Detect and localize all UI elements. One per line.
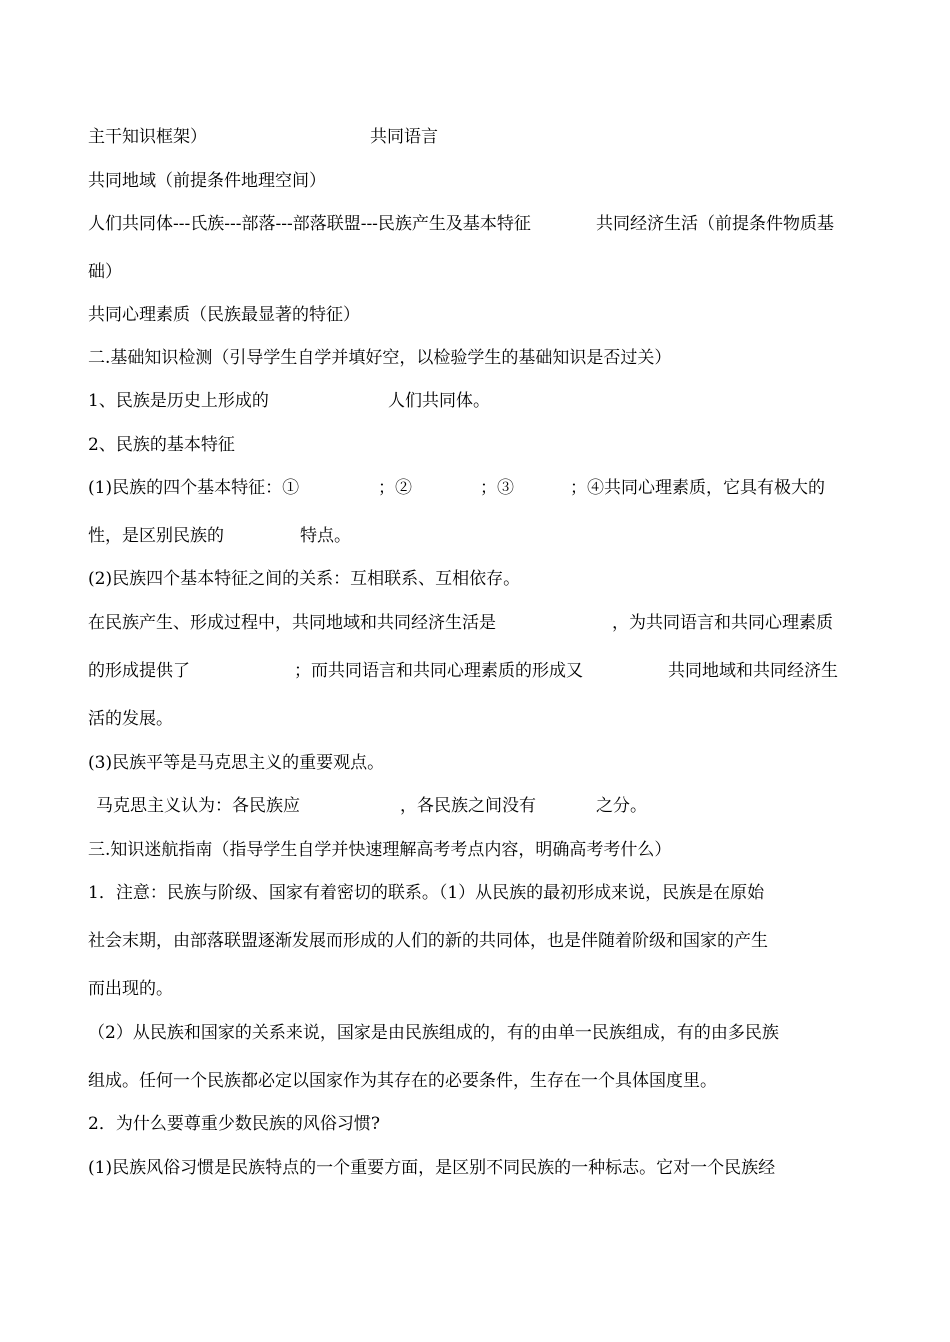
section3-point-2-title: 2．为什么要尊重少数民族的风俗习惯? xyxy=(88,1114,380,1134)
section3-point-1-line-3: 而出现的。 xyxy=(88,979,173,999)
question-2-2-para-2-c: 共同地域和共同经济生 xyxy=(668,661,838,681)
question-2-3-text-b: ，各民族之间没有 xyxy=(400,796,536,816)
question-1-text-b: 人们共同体。 xyxy=(388,391,490,411)
question-2-3-text-c: 之分。 xyxy=(596,796,647,816)
question-2-2-para-3: 活的发展。 xyxy=(88,709,173,729)
question-2-heading: 2、民族的基本特征 xyxy=(88,435,235,455)
question-2-1-text-f: 特点。 xyxy=(300,526,351,546)
framework-common-region: 共同地域（前提条件地理空间） xyxy=(88,171,326,191)
framework-common-economy: 共同经济生活（前提条件物质基 xyxy=(596,214,834,234)
question-2-1-text-c: ；③ xyxy=(480,478,514,498)
question-2-2-para-1-b: ，为共同语言和共同心理素质 xyxy=(612,613,833,633)
question-2-2: (2)民族四个基本特征之间的关系：互相联系、互相依存。 xyxy=(88,569,521,589)
framework-heading: 主干知识框架） xyxy=(88,127,207,147)
question-2-3: (3)民族平等是马克思主义的重要观点。 xyxy=(88,753,385,773)
question-2-1-text-d: ；④共同心理素质，它具有极大的 xyxy=(570,478,825,498)
section3-point-1-para-2-line-1: （2）从民族和国家的关系来说，国家是由民族组成的，有的由单一民族组成，有的由多民族 xyxy=(88,1023,779,1043)
framework-common-economy-cont: 础） xyxy=(88,262,122,282)
section3-point-2-line-1: (1)民族风俗习惯是民族特点的一个重要方面，是区别不同民族的一种标志。它对一个民族经 xyxy=(88,1158,776,1178)
question-2-2-para-1-a: 在民族产生、形成过程中，共同地域和共同经济生活是 xyxy=(88,613,496,633)
question-1-text-a: 1、民族是历史上形成的 xyxy=(88,391,269,411)
question-2-1-text-b: ；② xyxy=(378,478,412,498)
framework-common-language: 共同语言 xyxy=(370,127,438,147)
question-2-3-text-a: 马克思主义认为：各民族应 xyxy=(96,796,300,816)
section2-title: 二.基础知识检测（引导学生自学并填好空，以检验学生的基础知识是否过关） xyxy=(88,348,672,368)
framework-evolution-chain: 人们共同体---氏族---部落---部落联盟---民族产生及基本特征 xyxy=(88,214,531,234)
question-2-1-text-e: 性，是区别民族的 xyxy=(88,526,224,546)
section3-point-1-line-1: 1．注意：民族与阶级、国家有着密切的联系。（1）从民族的最初形成来说，民族是在原始 xyxy=(88,883,765,903)
section3-title: 三.知识迷航指南（指导学生自学并快速理解高考考点内容，明确高考考什么） xyxy=(88,840,672,860)
question-2-2-para-2-a: 的形成提供了 xyxy=(88,661,190,681)
framework-common-psychology: 共同心理素质（民族最显著的特征） xyxy=(88,305,360,325)
question-2-2-para-2-b: ；而共同语言和共同心理素质的形成又 xyxy=(294,661,583,681)
question-2-1-text-a: (1)民族的四个基本特征：① xyxy=(88,478,300,498)
section3-point-1-para-2-line-2: 组成。任何一个民族都必定以国家作为其存在的必要条件，生存在一个具体国度里。 xyxy=(88,1071,717,1091)
section3-point-1-line-2: 社会末期，由部落联盟逐渐发展而形成的人们的新的共同体，也是伴随着阶级和国家的产生 xyxy=(88,931,768,951)
